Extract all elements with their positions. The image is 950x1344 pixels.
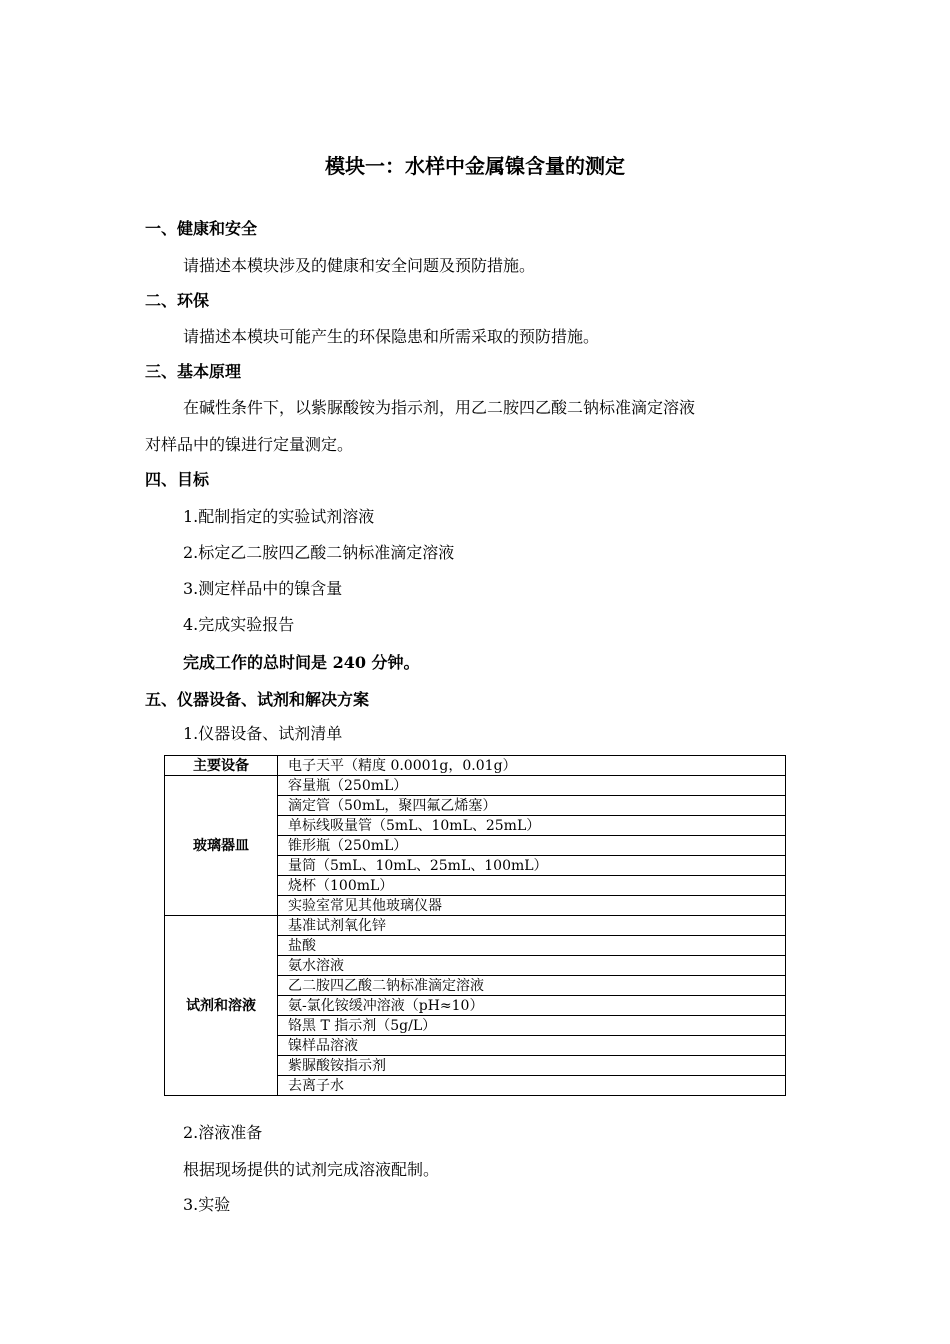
subheading-experiment: 3.实验 xyxy=(183,1195,231,1214)
section-heading-environment: 二、环保 xyxy=(145,291,210,310)
page-title: 模块一：水样中金属镍含量的测定 xyxy=(325,154,625,178)
total-time: 完成工作的总时间是 240 分钟。 xyxy=(183,653,420,672)
subheading-equipment-list: 1.仪器设备、试剂清单 xyxy=(183,724,343,743)
section-heading-health-safety: 一、健康和安全 xyxy=(145,219,258,238)
section-body-principle-line1: 在碱性条件下，以紫脲酸铵为指示剂，用乙二胺四乙酸二钠标准滴定溶液 xyxy=(183,398,696,417)
table-cell: 烧杯（100mL） xyxy=(278,876,786,896)
section-body-health-safety: 请描述本模块涉及的健康和安全问题及预防措施。 xyxy=(183,256,536,275)
goal-item: 1.配制指定的实验试剂溶液 xyxy=(183,507,375,526)
subheading-solution-prep: 2.溶液准备 xyxy=(183,1123,263,1142)
table-cell: 乙二胺四乙酸二钠标准滴定溶液 xyxy=(278,976,786,996)
category-glassware: 玻璃器皿 xyxy=(165,776,278,916)
table-cell: 基准试剂氧化锌 xyxy=(278,916,786,936)
table-cell: 盐酸 xyxy=(278,936,786,956)
section-body-principle-line2: 对样品中的镍进行定量测定。 xyxy=(145,435,354,454)
equipment-table xyxy=(164,755,786,1096)
table-cell: 镍样品溶液 xyxy=(278,1036,786,1056)
table-cell: 容量瓶（250mL） xyxy=(278,776,786,796)
section-body-environment: 请描述本模块可能产生的环保隐患和所需采取的预防措施。 xyxy=(183,327,600,346)
section-heading-principle: 三、基本原理 xyxy=(145,362,242,381)
table-cell: 紫脲酸铵指示剂 xyxy=(278,1056,786,1076)
category-main-equipment: 主要设备 xyxy=(165,756,278,776)
table-cell: 滴定管（50mL，聚四氟乙烯塞） xyxy=(278,796,786,816)
table-cell: 氨-氯化铵缓冲溶液（pH≈10） xyxy=(278,996,786,1016)
table-cell: 量筒（5mL、10mL、25mL、100mL） xyxy=(278,856,786,876)
goal-item: 4.完成实验报告 xyxy=(183,615,295,634)
table-cell: 铬黑 T 指示剂（5g/L） xyxy=(278,1016,786,1036)
table-cell: 氨水溶液 xyxy=(278,956,786,976)
table-cell: 去离子水 xyxy=(278,1076,786,1096)
table-row xyxy=(165,756,786,776)
goal-item: 2.标定乙二胺四乙酸二钠标准滴定溶液 xyxy=(183,543,455,562)
table-row xyxy=(165,916,786,936)
goal-item: 3.测定样品中的镍含量 xyxy=(183,579,343,598)
section-heading-equipment: 五、仪器设备、试剂和解决方案 xyxy=(145,690,370,709)
table-cell: 实验室常见其他玻璃仪器 xyxy=(278,896,786,916)
solution-prep-body: 根据现场提供的试剂完成溶液配制。 xyxy=(183,1160,440,1179)
table-cell: 锥形瓶（250mL） xyxy=(278,836,786,856)
table-cell: 单标线吸量管（5mL、10mL、25mL） xyxy=(278,816,786,836)
table-row xyxy=(165,776,786,796)
category-reagents: 试剂和溶液 xyxy=(165,916,278,1096)
table-cell: 电子天平（精度 0.0001g，0.01g） xyxy=(278,756,786,776)
section-heading-goals: 四、目标 xyxy=(145,470,210,489)
